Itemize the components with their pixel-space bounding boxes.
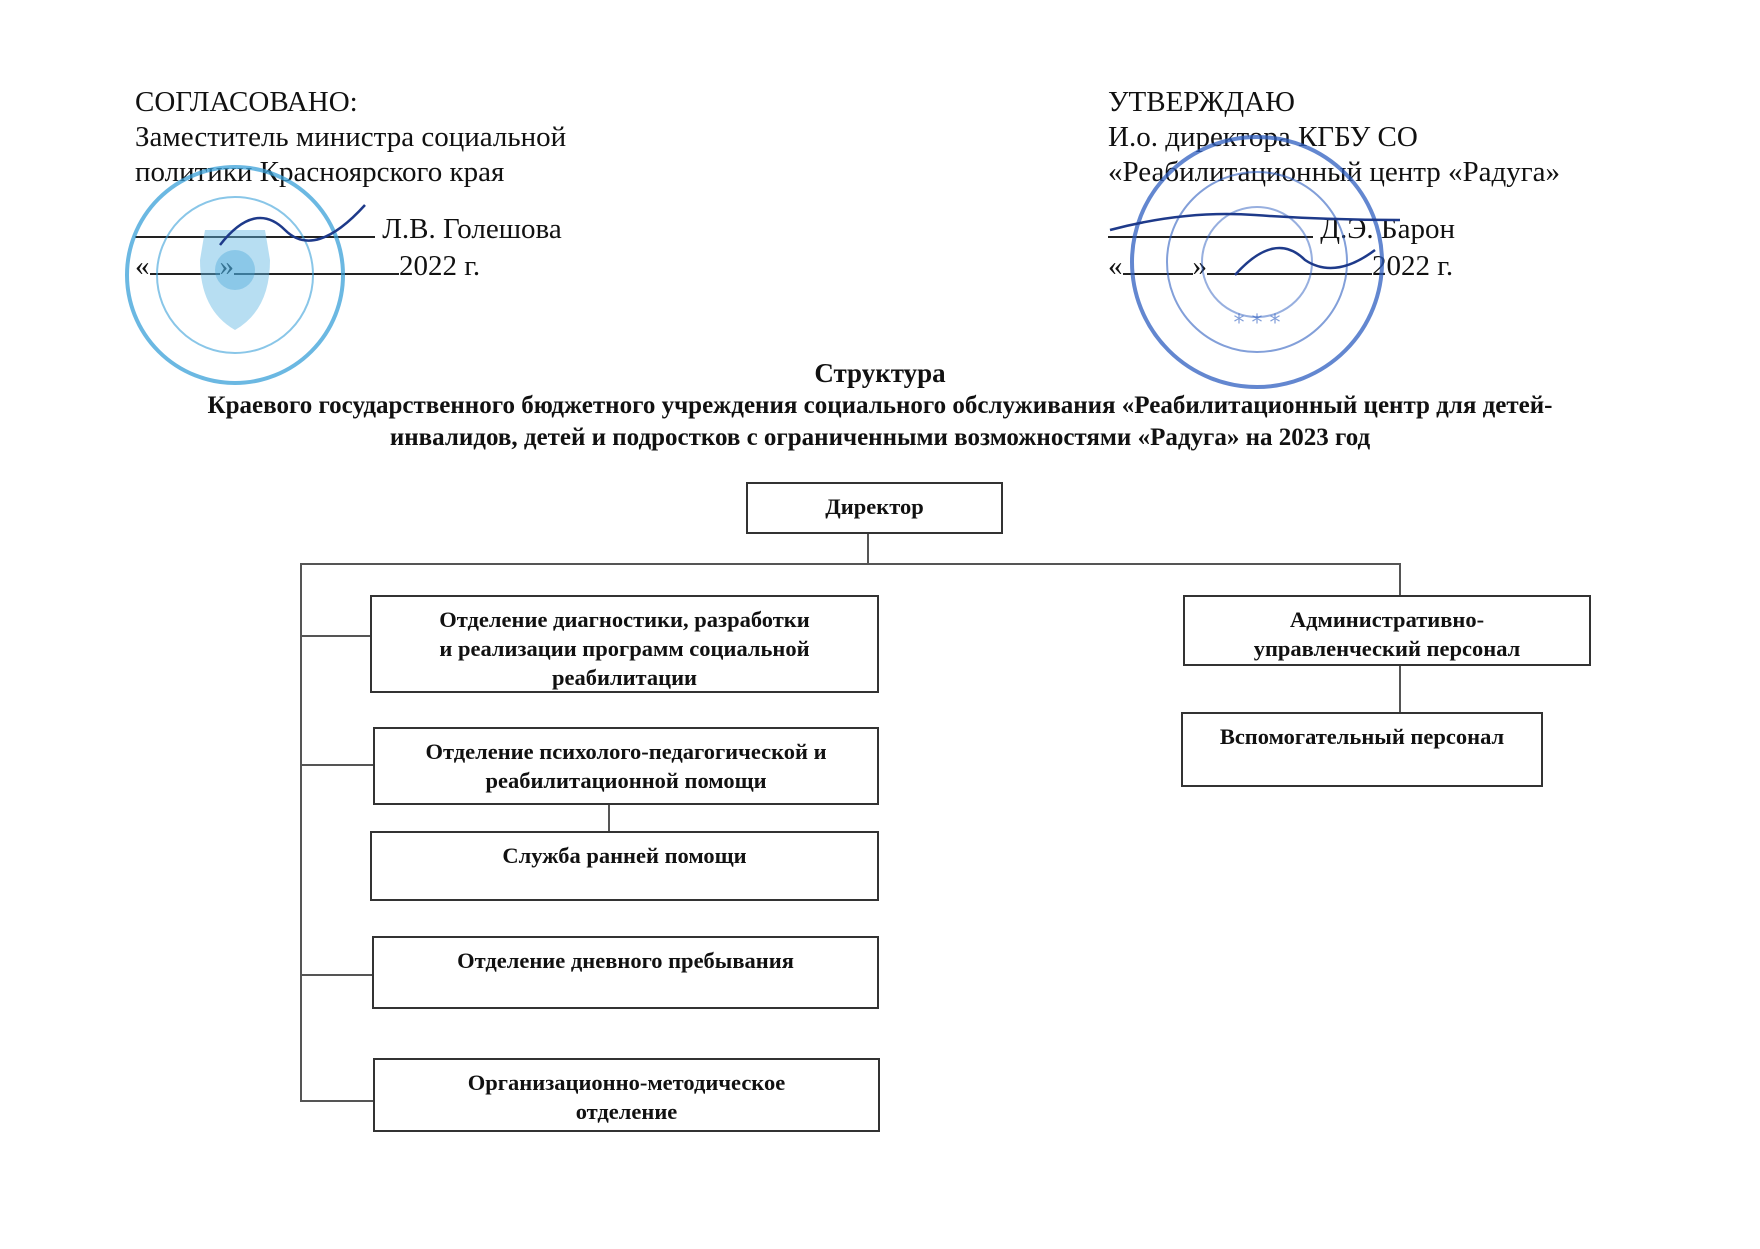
left-signature — [215, 190, 375, 260]
svg-text:* * *: * * * — [1233, 311, 1281, 336]
right-signature — [1105, 190, 1405, 290]
approved-date-line: « » 2022 г. — [135, 247, 566, 284]
connector-to-daystay — [300, 974, 372, 976]
connector-director-down — [867, 534, 869, 564]
approve-heading: УТВЕРЖДАЮ — [1108, 86, 1295, 118]
box-director: Директор — [746, 482, 1003, 534]
box-aux-staff: Вспомогательный персонал — [1181, 712, 1543, 787]
connector-admin-to-aux — [1399, 665, 1401, 712]
approve-year: 2022 г. — [1372, 250, 1454, 282]
connector-to-orgmethod — [300, 1100, 375, 1102]
box-admin-staff: Административно- управленческий персонал — [1183, 595, 1591, 666]
approve-position-line1: И.о. директора КГБУ СО — [1108, 121, 1418, 153]
approve-name: Д.Э. Барон — [1320, 213, 1455, 245]
box-dept-psych: Отделение психолого-педагогической и реабилитационной помощи — [373, 727, 879, 805]
connector-top-horizontal — [300, 563, 1400, 565]
title-line1: Структура — [814, 358, 946, 388]
approve-position-line2: «Реабилитационный центр «Радуга» — [1108, 156, 1561, 188]
connector-right-down — [1399, 563, 1401, 595]
connector-psych-to-early — [608, 804, 610, 832]
connector-to-psych — [300, 764, 375, 766]
approved-heading: СОГЛАСОВАНО: — [135, 86, 358, 118]
approved-position-line2: политики Красноярского края — [135, 156, 505, 188]
approved-position-line1: Заместитель министра социальной — [135, 121, 567, 153]
approve-date-line: « » 2022 г. — [1108, 247, 1560, 284]
box-early-help: Служба ранней помощи — [370, 831, 879, 901]
approved-year: 2022 г. — [399, 250, 481, 282]
box-dept-diagnostics: Отделение диагностики, разработки и реализации программ социальной реабилитации — [370, 595, 879, 693]
box-day-stay: Отделение дневного пребывания — [372, 936, 879, 1009]
title-line3: инвалидов, детей и подростков с ограниченными возможностями «Радуга» на 2023 год — [389, 424, 1371, 451]
connector-left-vertical — [300, 563, 302, 1101]
box-org-method: Организационно-методическое отделение — [373, 1058, 880, 1132]
document-title — [0, 356, 1760, 454]
approved-name: Л.В. Голешова — [382, 213, 562, 245]
title-line2: Краевого государственного бюджетного учреждения социального обслуживания «Реабилитационный центр для детей- — [207, 392, 1553, 419]
connector-to-diagnostics — [300, 635, 372, 637]
